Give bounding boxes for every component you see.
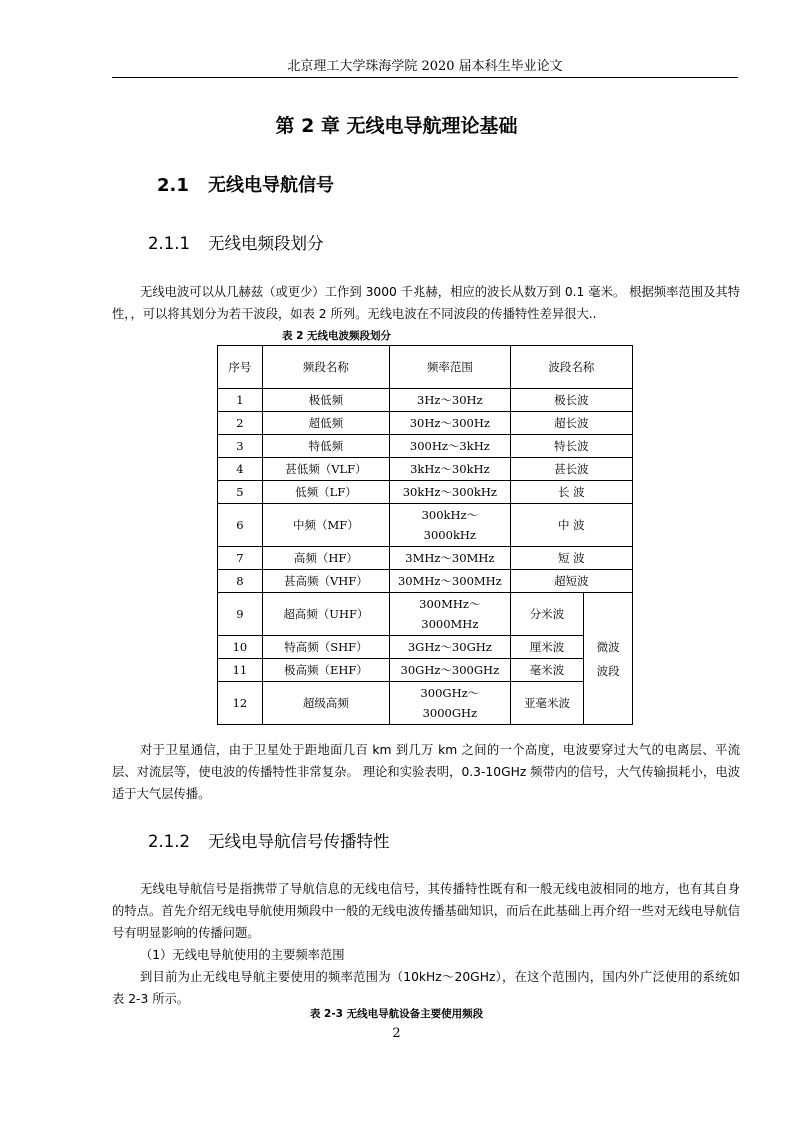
table-caption: 表 2-3 无线电导航设备主要使用频段 xyxy=(309,1008,484,1020)
table-row xyxy=(218,435,633,458)
table-row xyxy=(218,412,633,435)
header-wave-name: 波段名称 xyxy=(510,346,632,389)
cell-band-name: 极高频（EHF） xyxy=(262,659,389,682)
table-row xyxy=(218,593,633,636)
table-caption: 表 2 无线电波频段划分 xyxy=(281,330,392,342)
header-band-name: 频段名称 xyxy=(262,346,389,389)
cell-wave: 特长波 xyxy=(510,435,632,458)
cell-band-name: 甚高频（VHF） xyxy=(262,570,389,593)
cell-no: 8 xyxy=(218,570,263,593)
frequency-band-table xyxy=(217,345,633,725)
cell-freq: 30GHz～300GHz xyxy=(389,659,510,682)
cell-band-name: 特低频 xyxy=(262,435,389,458)
header-rule xyxy=(112,77,738,78)
cell-wave: 超短波 xyxy=(510,570,632,593)
cell-band-name: 高频（HF） xyxy=(262,547,389,570)
table-row xyxy=(218,389,633,412)
subsection-heading xyxy=(148,232,324,256)
cell-band-name: 中频（MF） xyxy=(262,504,389,547)
section-heading xyxy=(157,172,334,200)
cell-freq: 3kHz～30kHz xyxy=(389,458,510,481)
cell-band-name: 极低频 xyxy=(262,389,389,412)
table-row xyxy=(218,481,633,504)
cell-band-name: 超低频 xyxy=(262,412,389,435)
cell-wave: 甚长波 xyxy=(510,458,632,481)
subsection-title: 无线电频段划分 xyxy=(208,234,324,253)
table-row xyxy=(218,636,633,659)
cell-microwave-group: 微波波段 xyxy=(584,593,633,725)
cell-no: 6 xyxy=(218,504,263,547)
cell-wave: 分米波 xyxy=(510,593,584,636)
cell-wave: 亚毫米波 xyxy=(510,682,584,725)
cell-band-name: 特高频（SHF） xyxy=(262,636,389,659)
cell-wave: 极长波 xyxy=(510,389,632,412)
body-paragraph xyxy=(112,739,740,805)
table-row xyxy=(218,458,633,481)
paragraph-text: 到目前为止无线电导航主要使用的频率范围为（10kHz～20GHz），在这个范围内，国内外广泛使用的系统如表 2-3 所示。 xyxy=(112,970,740,1006)
header-no: 序号 xyxy=(218,346,263,389)
cell-band-name: 低频（LF） xyxy=(262,481,389,504)
cell-wave: 毫米波 xyxy=(510,659,584,682)
cell-no: 12 xyxy=(218,682,263,725)
cell-freq: 30MHz～300MHz xyxy=(389,570,510,593)
cell-no: 2 xyxy=(218,412,263,435)
cell-freq: 30Hz～300Hz xyxy=(389,412,510,435)
cell-no: 4 xyxy=(218,458,263,481)
section-number: 2.1 xyxy=(157,175,189,196)
table-row xyxy=(218,504,633,547)
cell-no: 3 xyxy=(218,435,263,458)
cell-freq: 300kHz～3000kHz xyxy=(389,504,510,547)
table-row xyxy=(218,659,633,682)
cell-no: 5 xyxy=(218,481,263,504)
cell-freq: 300Hz～3kHz xyxy=(389,435,510,458)
chapter-title: 第 2 章 无线电导航理论基础 xyxy=(275,115,518,137)
cell-freq: 300GHz～3000GHz xyxy=(389,682,510,725)
cell-band-name: 超级高频 xyxy=(262,682,389,725)
body-paragraph xyxy=(112,281,740,325)
table-row xyxy=(218,547,633,570)
cell-wave: 中 波 xyxy=(510,504,632,547)
cell-no: 7 xyxy=(218,547,263,570)
section-title: 无线电导航信号 xyxy=(208,175,334,196)
table-row xyxy=(218,682,633,725)
subsection-title: 无线电导航信号传播特性 xyxy=(208,832,390,851)
paragraph-text: （1）无线电导航使用的主要频率范围 xyxy=(140,948,345,962)
cell-wave: 超长波 xyxy=(510,412,632,435)
paragraph-text: 无线电导航信号是指携带了导航信息的无线电信号，其传播特性既有和一般无线电波相同的地方，也有其自身的特点。首先介绍无线电导航使用频段中一般的无线电波传播基础知识，而后在此基础上再介绍一些对无线电导航信号有明显影响的传播问题。 xyxy=(112,882,740,940)
cell-freq: 300MHz～3000MHz xyxy=(389,593,510,636)
paragraph-text: 无线电波可以从几赫兹（或更少）工作到 3000 千兆赫，相应的波长从数万到 0.1 毫米。 根据频率范围及其特性，，可以将其划分为若干波段，如表 2 所列。无线电波在不同波段的传播特性差异很大.. xyxy=(112,285,740,321)
paragraph-text: 对于卫星通信，由于卫星处于距地面几百 km 到几万 km 之间的一个高度，电波要穿过大气的电离层、平流层、对流层等，使电波的传播特性非常复杂。 理论和实验表明，0.3-10GHz 频带内的信号，大气传输损耗小，电波适于大气层传播。 xyxy=(112,743,740,801)
page-number: 2 xyxy=(392,1026,401,1041)
cell-no: 10 xyxy=(218,636,263,659)
cell-wave: 短 波 xyxy=(510,547,632,570)
cell-wave: 长 波 xyxy=(510,481,632,504)
cell-band-name: 超高频（UHF） xyxy=(262,593,389,636)
cell-freq: 3MHz～30MHz xyxy=(389,547,510,570)
cell-freq: 3Hz～30Hz xyxy=(389,389,510,412)
cell-no: 1 xyxy=(218,389,263,412)
table-header-row xyxy=(218,346,633,389)
cell-no: 11 xyxy=(218,659,263,682)
header-freq-range: 频率范围 xyxy=(389,346,510,389)
running-header: 北京理工大学珠海学院 2020 届本科生毕业论文 xyxy=(287,59,563,74)
table-row xyxy=(218,570,633,593)
subsection-number: 2.1.2 xyxy=(148,832,190,851)
cell-no: 9 xyxy=(218,593,263,636)
cell-freq: 30kHz～300kHz xyxy=(389,481,510,504)
subsection-heading xyxy=(148,830,390,854)
subsection-number: 2.1.1 xyxy=(148,234,190,253)
cell-band-name: 甚低频（VLF） xyxy=(262,458,389,481)
body-paragraph xyxy=(112,878,740,1010)
cell-freq: 3GHz～30GHz xyxy=(389,636,510,659)
cell-wave: 厘米波 xyxy=(510,636,584,659)
